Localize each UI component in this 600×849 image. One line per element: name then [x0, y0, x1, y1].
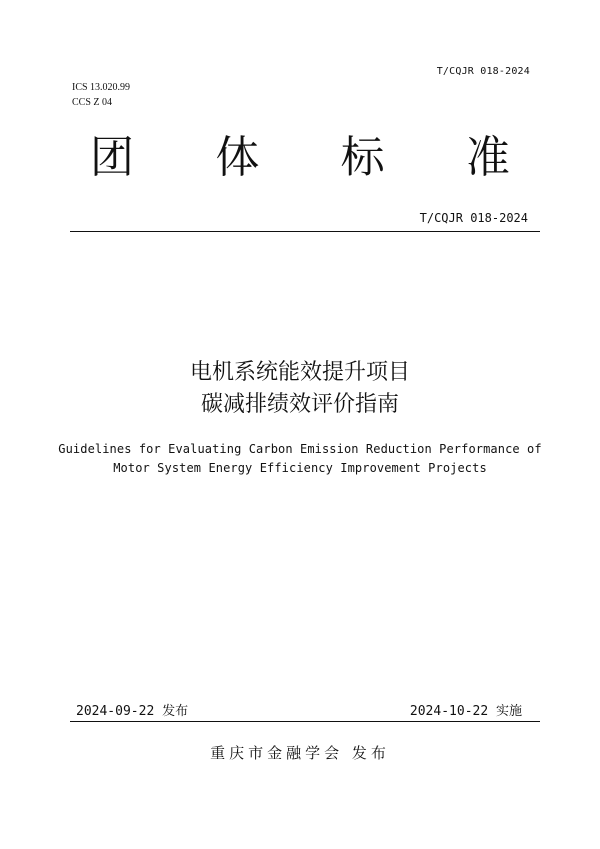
chinese-title: [0, 357, 600, 421]
standard-type-char: 团: [90, 132, 134, 183]
standard-type-char: 标: [340, 132, 385, 183]
ics-code: ICS 13.020.99: [72, 82, 131, 93]
publisher: 重庆市金融学会 发布: [210, 744, 390, 762]
english-title-line-2: Motor System Energy Efficiency Improvement Projects: [113, 461, 487, 475]
english-title: [0, 440, 600, 478]
standard-number: T/CQJR 018-2024: [419, 211, 528, 225]
english-title-line-1: Guidelines for Evaluating Carbon Emission Reduction Performance of: [58, 442, 542, 456]
classification-block: [72, 80, 130, 110]
header-standard-code: T/CQJR 018-2024: [436, 66, 530, 77]
ccs-code: CCS Z 04: [72, 97, 113, 108]
standard-type-char: 体: [215, 132, 260, 183]
implementation-date: 2024-10-22 实施: [409, 704, 522, 719]
chinese-title-line-2: 碳减排绩效评价指南: [200, 392, 399, 417]
bottom-divider: [70, 721, 540, 722]
chinese-title-line-1: 电机系统能效提升项目: [189, 360, 410, 385]
standard-type-char: 准: [465, 132, 510, 183]
top-divider: [70, 231, 540, 232]
publish-date: 2024-09-22 发布: [76, 704, 189, 719]
standard-type-title: [90, 130, 510, 186]
